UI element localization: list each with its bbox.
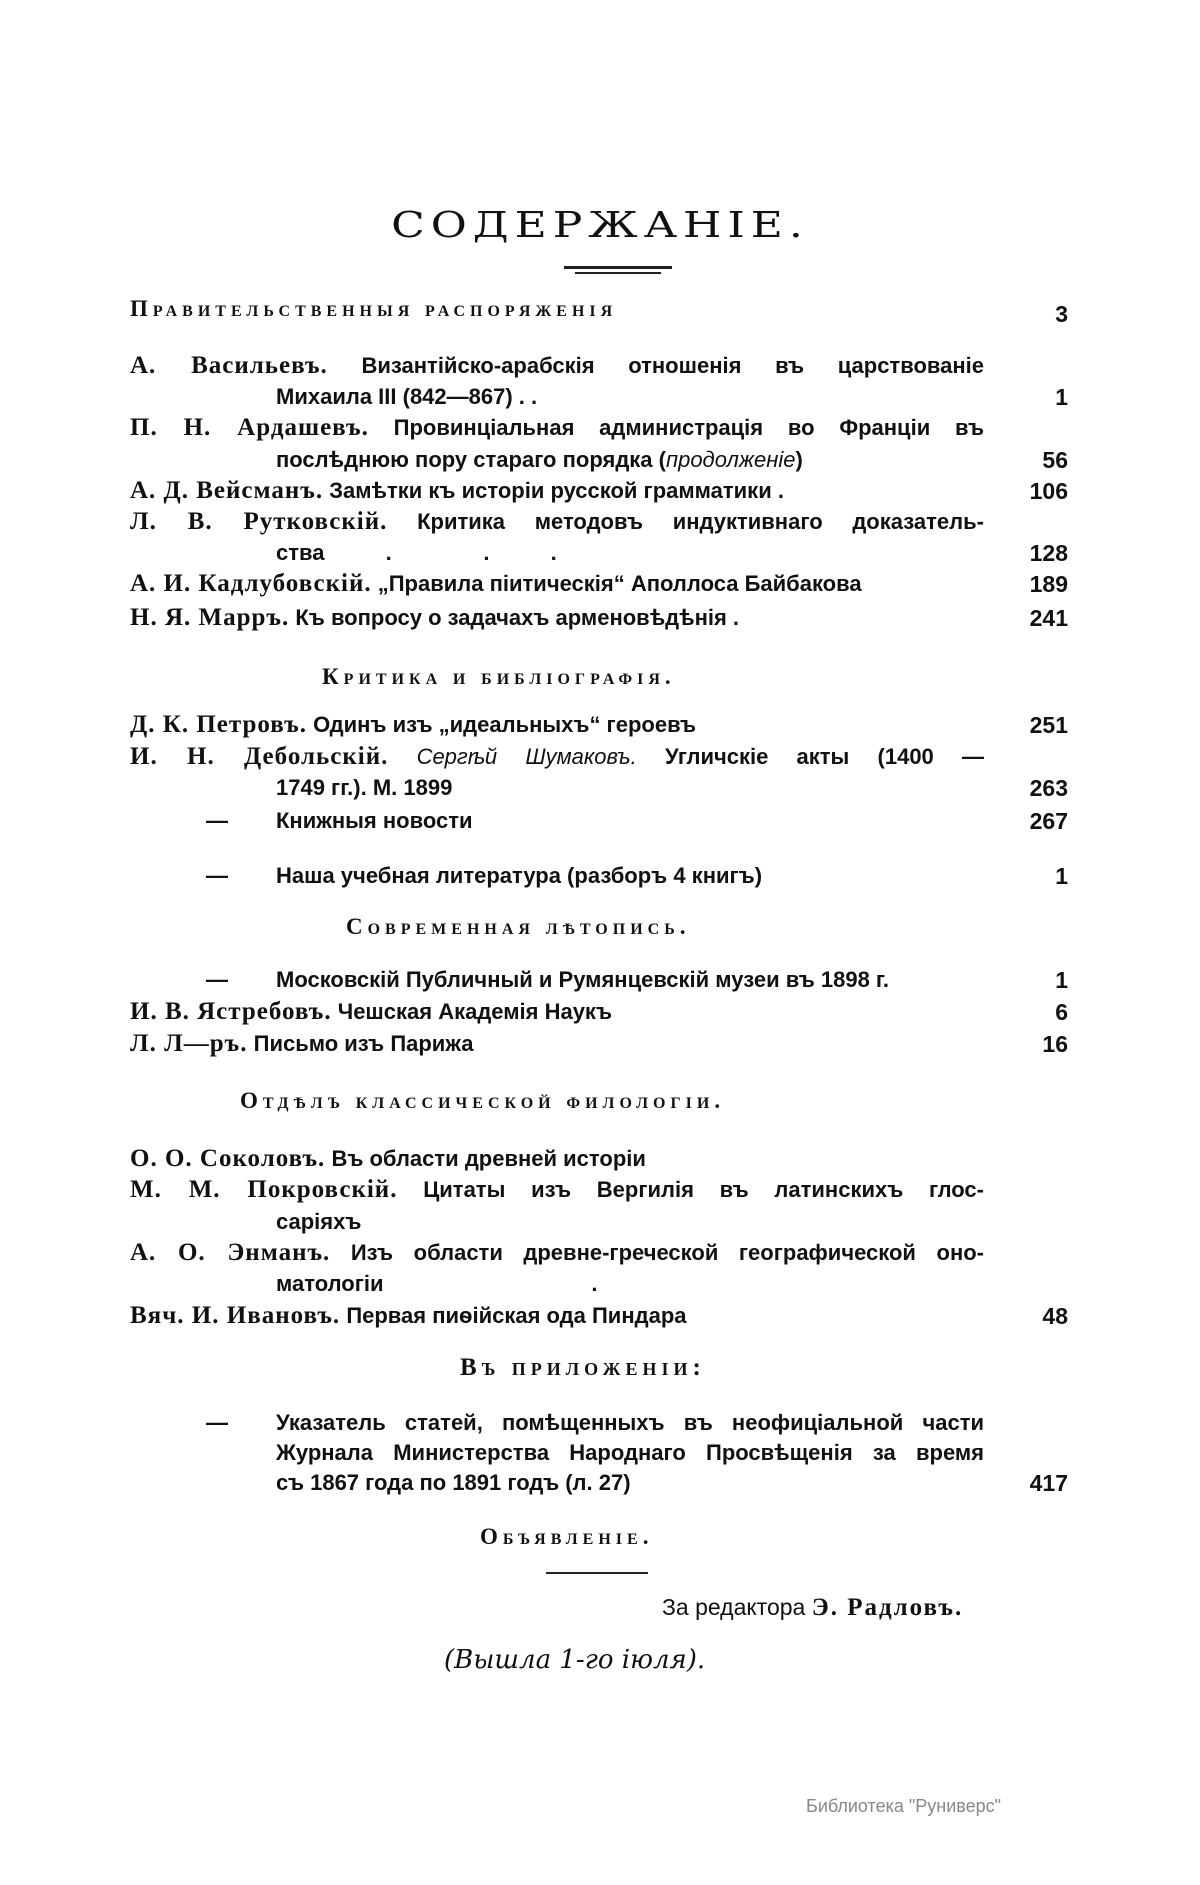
page-number: 241 [1029,605,1068,631]
author: Л. Л—ръ. [130,1030,248,1057]
entry-title: Къ вопросу о задачахъ арменовѣдѣнія . [295,605,740,630]
author: И. В. Ястребовъ. [130,998,332,1025]
entry-title: Изъ области древне-греческой географической оно- [350,1240,984,1265]
section-heading: Отдѣлъ классической филологіи. [240,1088,726,1113]
section-heading: Объявленіе. [480,1524,654,1549]
page-number: 128 [1029,540,1068,566]
toc-entry [130,998,612,1026]
page-number: 3 [1055,301,1068,327]
author: Вяч. И. Ивановъ. [130,1302,341,1329]
divider [546,1572,648,1574]
italic-note: продолженіе [665,447,796,472]
entry-title: Провинціальная администрація во Франціи въ [393,415,984,440]
entry-title-cont: саріяхъ [276,1209,362,1234]
toc-entry [130,604,739,632]
entry-title: Замѣтки къ исторіи русской грамматики . [329,478,784,503]
toc-entry [130,1239,984,1267]
toc-entry [130,743,984,771]
page-number: 6 [1055,999,1068,1025]
page-number: 1 [1055,863,1068,889]
page-number: 1 [1055,384,1068,410]
signature [662,1594,963,1622]
entry-title: Угличскіе акты (1400 — [665,744,984,769]
toc-entry [130,477,784,505]
page-number: 106 [1029,478,1068,504]
watermark: Библиотека "Руниверс" [806,1796,1002,1816]
section-heading: Критика и библіографія. [322,664,676,689]
entry-title-cont: Журнала Министерства Народнаго Просвѣщенія за время [276,1440,984,1465]
entry-title: Указатель статей, помѣщенныхъ въ неофиціальной части [276,1410,984,1435]
toc-entry [130,352,984,380]
entry-title: Одинъ изъ „идеальныхъ“ героевъ [313,712,697,737]
ornament-divider [564,266,672,269]
page-title: СОДЕРЖАНІЕ. [391,205,809,246]
signature-prefix: За редактора [662,1594,806,1620]
entry-title: Въ области древней исторіи [331,1146,646,1171]
page-number: 16 [1042,1031,1068,1057]
reviewed-author: Сергѣй Шумаковъ. [416,744,637,769]
page-number: 48 [1042,1303,1068,1329]
author: А. Васильевъ. [130,352,328,379]
release-date: (Вышла 1-го іюля). [444,1645,706,1675]
toc-entry [130,570,862,598]
author: П. Н. Ардашевъ. [130,414,369,441]
toc-entry [130,711,696,739]
author: М. М. Покровскій. [130,1176,398,1203]
section-heading: Правительственныя распоряженія [130,296,618,321]
toc-entry [130,1145,646,1173]
entry-title: Чешская Академія Наукъ [337,999,612,1024]
author: А. Д. Вейсманъ. [130,477,324,504]
entry-title-cont: Михаила III (842—867) . . [276,384,538,409]
author: А. О. Энманъ. [130,1239,331,1266]
entry-title-cont: 1749 гг.). М. 1899 [276,775,453,800]
author: Н. Я. Марръ. [130,604,290,631]
page-number: 417 [1029,1470,1068,1496]
text: ) [795,447,803,472]
page-number: 189 [1029,571,1068,597]
ornament-divider [575,272,661,274]
section-heading: Современная лѣтопись. [346,914,691,939]
entry-title: Московскій Публичный и Румянцевскій музеи въ 1898 г. [276,967,890,992]
dash: — [206,808,228,833]
author: Л. В. Рутковскій. [130,508,388,535]
page-number: 263 [1029,775,1068,801]
page-number: 267 [1029,808,1068,834]
dash: — [206,1410,228,1435]
page-number: 1 [1055,967,1068,993]
toc-entry [130,414,984,442]
entry-title: Книжныя новости [276,808,473,833]
toc-entry [130,1176,984,1204]
entry-title: Первая пиѳійская ода Пиндара [346,1303,687,1328]
entry-title-cont: съ 1867 года по 1891 годъ (л. 27) [276,1470,631,1495]
entry-title: Византійско-арабскія отношенія въ царствованіе [361,353,984,378]
dash: — [206,863,228,888]
author: Д. К. Петровъ. [130,711,307,738]
toc-entry [130,1302,687,1330]
toc-entry [130,1030,473,1058]
author: О. О. Соколовъ. [130,1145,326,1172]
entry-title: „Правила піитическія“ Аполлоса Байбакова [377,571,862,596]
editor-name: Э. Радловъ. [811,1594,964,1621]
author: И. Н. Дебольскій. [130,743,389,770]
page-number: 251 [1029,712,1068,738]
entry-title: Цитаты изъ Вергилія въ латинскихъ глос- [423,1177,984,1202]
page-number: 56 [1042,447,1068,473]
author: А. И. Кадлубовскій. [130,570,372,597]
entry-title: Письмо изъ Парижа [253,1031,474,1056]
section-heading: Въ приложеніи: [460,1354,706,1381]
entry-title-cont [276,446,803,474]
entry-title-cont: матологіи . [276,1271,598,1296]
toc-entry [130,508,984,536]
entry-title: Критика методовъ индуктивнаго доказатель- [417,509,984,534]
text: послѣднюю пору стараго порядка ( [276,447,666,472]
entry-title: Наша учебная литература (разборъ 4 книгъ) [276,863,763,888]
entry-title-cont: ства . . . [276,540,557,565]
dash: — [206,967,228,992]
